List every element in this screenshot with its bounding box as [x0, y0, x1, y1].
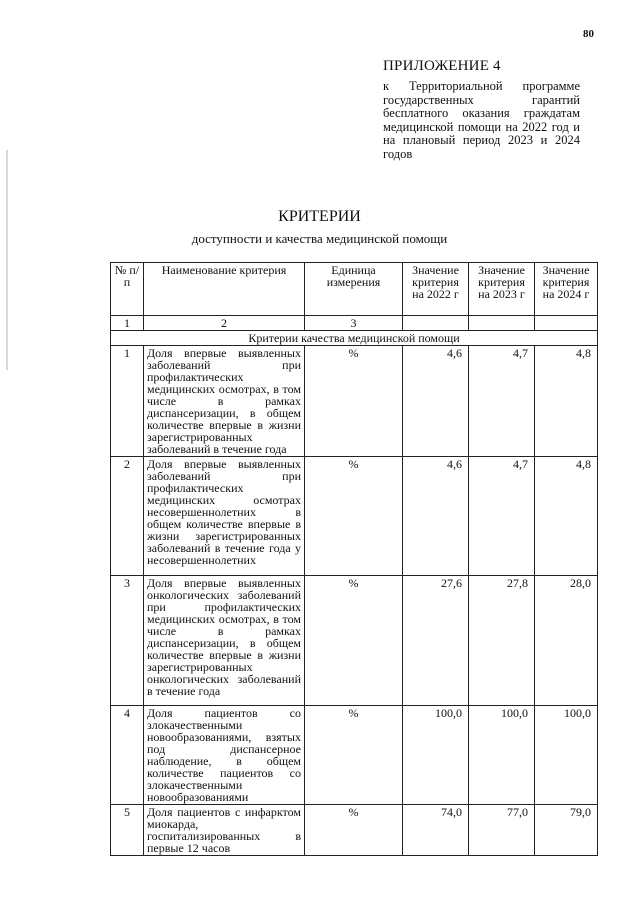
value-2024: 28,0: [535, 576, 598, 706]
row-number: 1: [111, 346, 144, 457]
table-header-row: [111, 263, 598, 316]
table-section-row: [111, 331, 598, 346]
value-2023: 27,8: [469, 576, 535, 706]
row-number: 3: [111, 576, 144, 706]
scan-edge-mark: [6, 150, 8, 370]
row-number: 2: [111, 457, 144, 576]
row-number: 4: [111, 706, 144, 805]
value-2022: 27,6: [403, 576, 469, 706]
header-2023: Значение критерия на 2023 г: [469, 263, 535, 316]
index-cell: 2: [144, 316, 305, 331]
criterion-name: Доля впервые выявленных заболеваний при профилактических медицинских осмотрах, в том числе в рамках диспансеризации, в общем количестве впервые в жизни зарегистрированных заболеваний в течение года: [144, 346, 305, 457]
document-subheading: доступности и качества медицинской помощи: [191, 231, 448, 246]
value-2024: 4,8: [535, 346, 598, 457]
header-name: Наименование критерия: [144, 263, 305, 316]
index-cell: [535, 316, 598, 331]
criterion-name: Доля впервые выявленных онкологических заболеваний при профилактических медицинских осмотрах, в том числе в рамках диспансеризации, в общем количестве впервые в жизни зарегистрированных онкологических заболеваний в течение года: [144, 576, 305, 706]
table-row: [111, 805, 598, 856]
value-2024: 79,0: [535, 805, 598, 856]
unit-cell: %: [305, 805, 403, 856]
index-cell: 3: [305, 316, 403, 331]
criterion-name: Доля пациентов с инфарктом миокарда, госпитализированных в первые 12 часов: [144, 805, 305, 856]
unit-cell: %: [305, 706, 403, 805]
unit-cell: %: [305, 346, 403, 457]
header-2024: Значение критерия на 2024 г: [535, 263, 598, 316]
value-2023: 4,7: [469, 457, 535, 576]
index-cell: [403, 316, 469, 331]
table-row: [111, 457, 598, 576]
row-number: 5: [111, 805, 144, 856]
value-2023: 77,0: [469, 805, 535, 856]
appendix-subtitle: к Территориальной программе государственных гарантий бесплатного оказания граждатам медицинской помощи на 2022 год и на плановый период 2023 и 2024 годов: [383, 79, 580, 161]
index-cell: 1: [111, 316, 144, 331]
value-2022: 74,0: [403, 805, 469, 856]
value-2023: 100,0: [469, 706, 535, 805]
criterion-name: Доля впервые выявленных заболеваний при профилактических медицинских осмотрах несовершеннолетних в общем количестве впервые в жизни зарегистрированных заболеваний в течение года у несовершеннолетних: [144, 457, 305, 576]
table-row: [111, 576, 598, 706]
value-2023: 4,7: [469, 346, 535, 457]
index-cell: [469, 316, 535, 331]
value-2024: 100,0: [535, 706, 598, 805]
value-2022: 4,6: [403, 457, 469, 576]
unit-cell: %: [305, 576, 403, 706]
criterion-name: Доля пациентов со злокачественными новообразованиями, взятых под диспансерное наблюдение, в общем количестве пациентов со злокачественными новообразованиями: [144, 706, 305, 805]
unit-cell: %: [305, 457, 403, 576]
header-2022: Значение критерия на 2022 г: [403, 263, 469, 316]
section-title: Критерии качества медицинской помощи: [111, 331, 598, 346]
value-2022: 100,0: [403, 706, 469, 805]
page-number: 80: [583, 28, 594, 40]
table-row: [111, 706, 598, 805]
appendix-title: ПРИЛОЖЕНИЕ 4: [383, 58, 501, 74]
table-row: [111, 346, 598, 457]
header-unit: Единица измерения: [305, 263, 403, 316]
value-2022: 4,6: [403, 346, 469, 457]
criteria-table: [110, 262, 598, 856]
document-heading: КРИТЕРИИ: [278, 208, 361, 225]
value-2024: 4,8: [535, 457, 598, 576]
header-num: № п/п: [111, 263, 144, 316]
table-index-row: [111, 316, 598, 331]
